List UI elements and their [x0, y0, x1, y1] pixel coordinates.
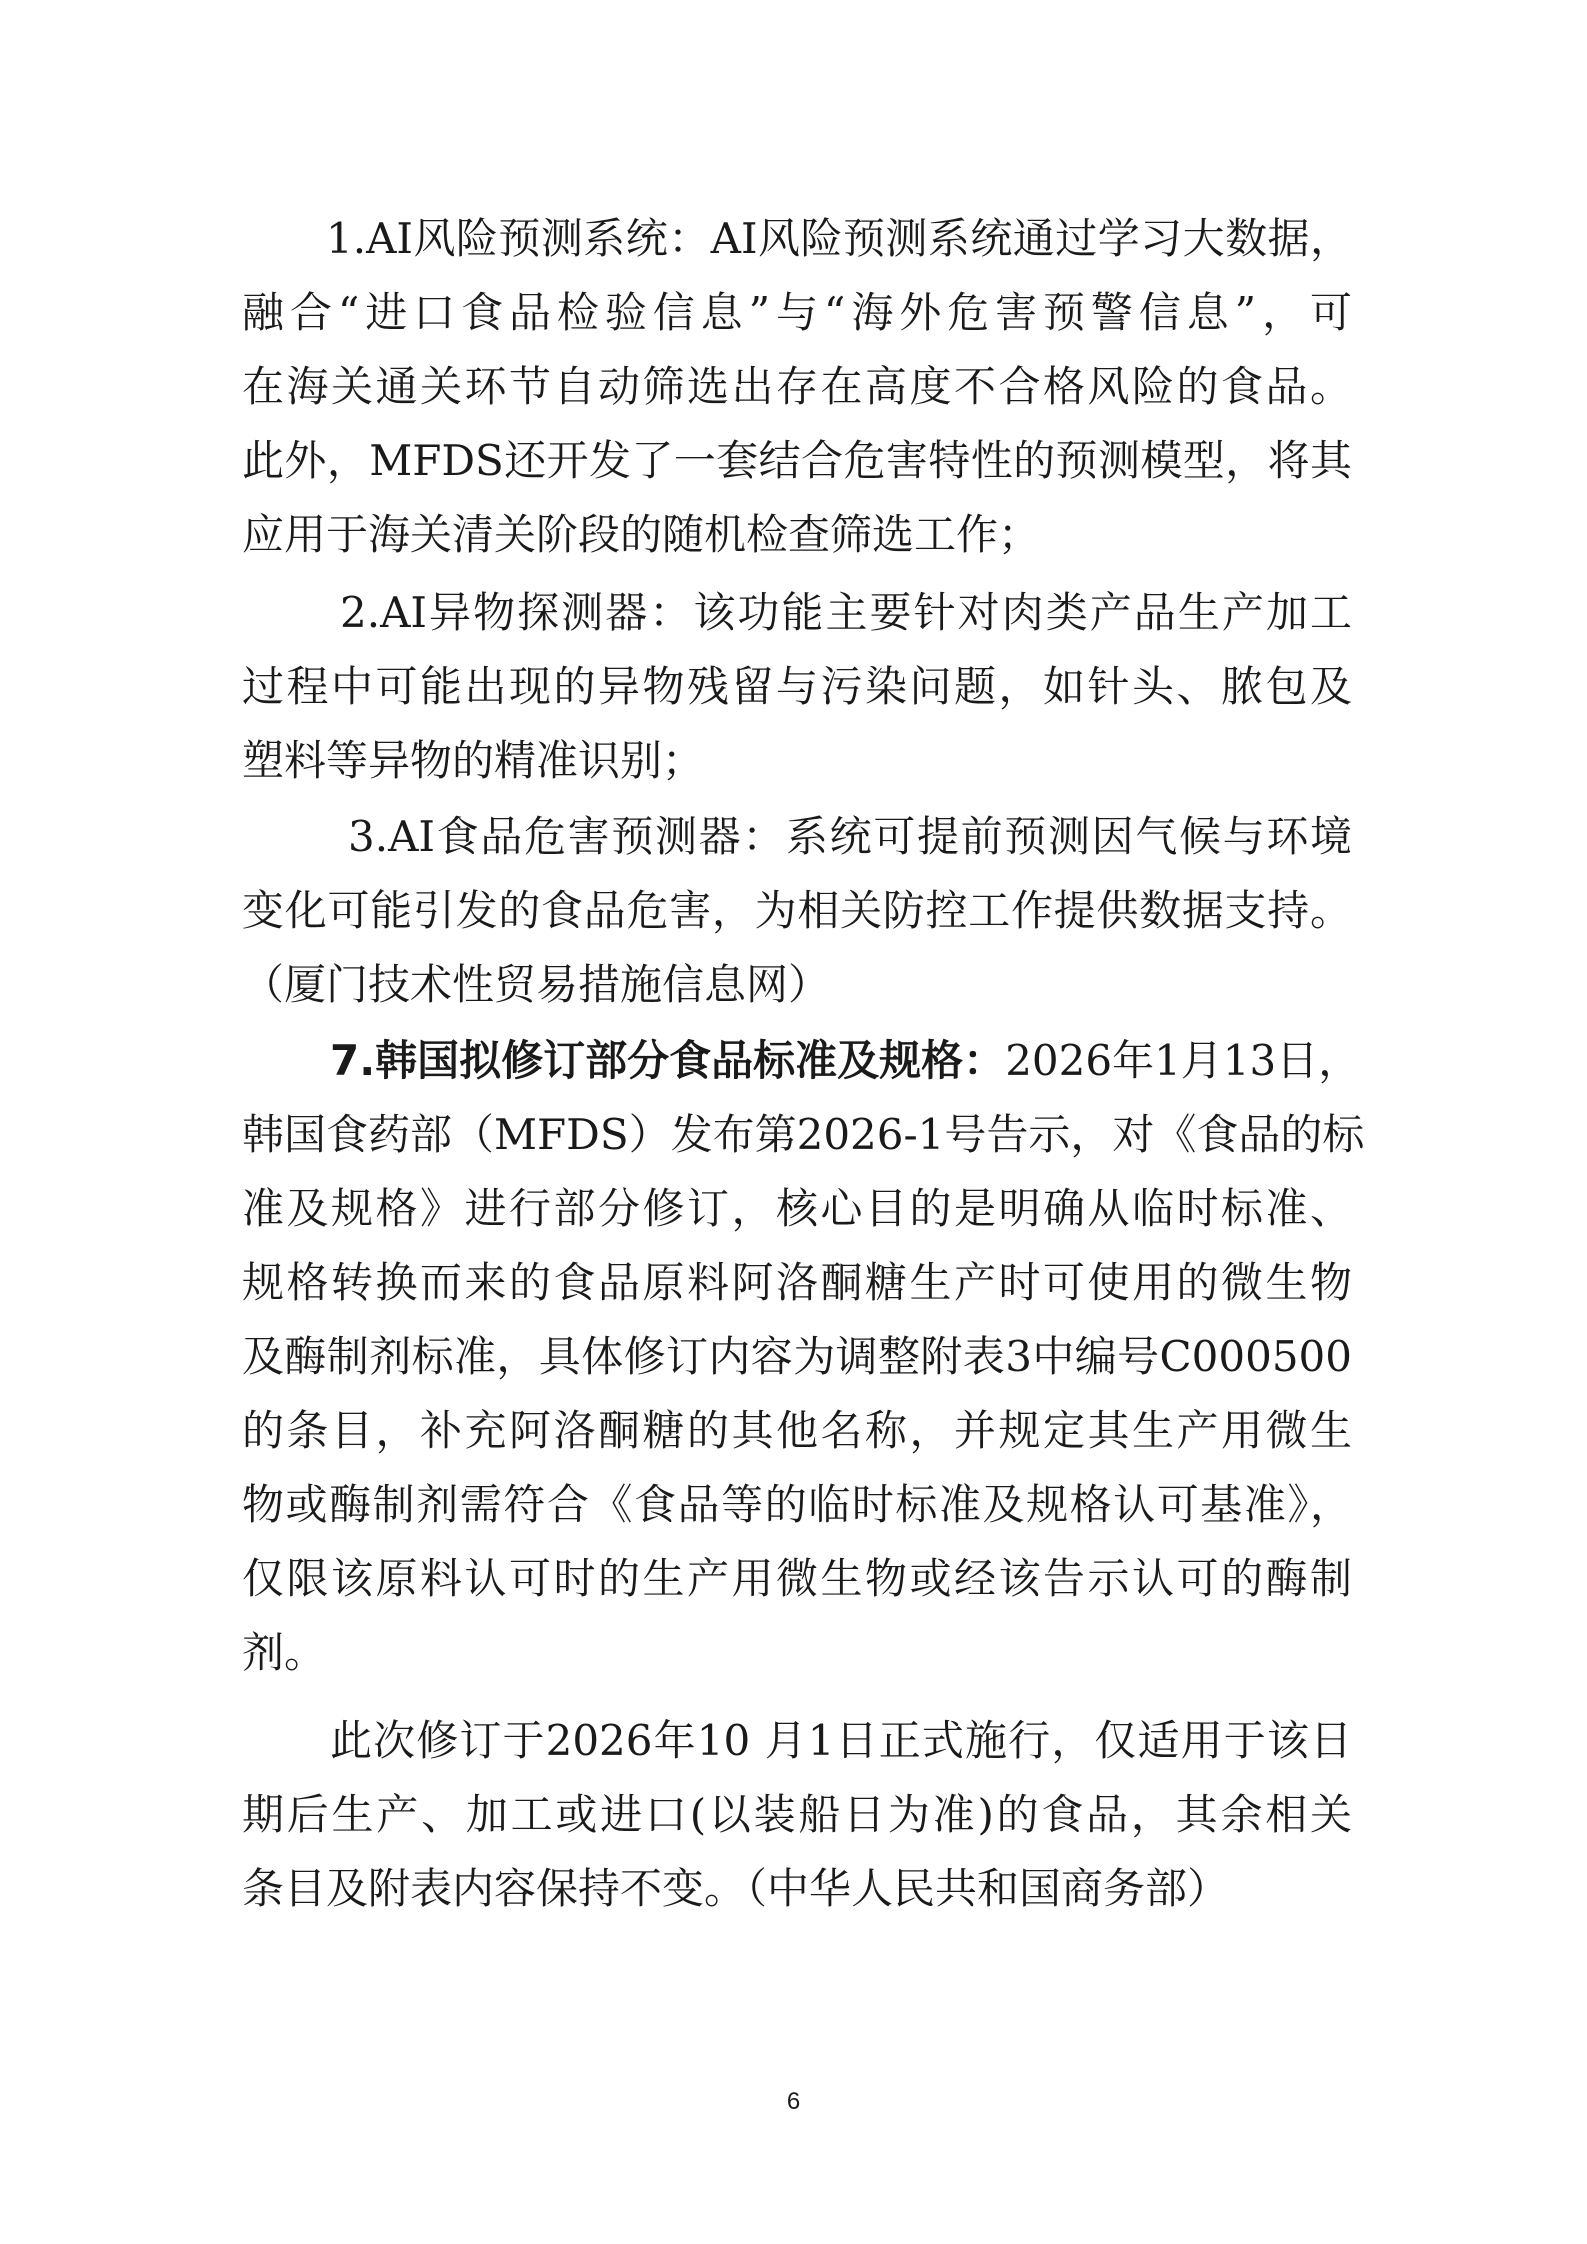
- paragraph-4-line-2: 韩国食药部（MFDS）发布第2026-1号告示，对《食品的标: [242, 1110, 1365, 1159]
- section-7-heading: 7.韩国拟修订部分食品标准及规格：: [330, 1036, 1006, 1085]
- paragraph-1-line-2: 融合“进口食品检验信息”与“海外危害预警信息”，可: [242, 288, 1352, 337]
- paragraph-4-line-3: 准及规格》进行部分修订，核心目的是明确从临时标准、: [242, 1184, 1352, 1233]
- paragraph-1-line-4: 此外，MFDS还开发了一套结合危害特性的预测模型，将其: [242, 436, 1352, 485]
- paragraph-4-line-7: 物或酶制剂需符合《食品等的临时标准及规格认可基准》，: [242, 1480, 1352, 1529]
- paragraph-4-line-4: 规格转换而来的食品原料阿洛酮糖生产时可使用的微生物: [242, 1258, 1352, 1307]
- section-7-date: 2026年1月13日，: [1005, 1036, 1361, 1085]
- paragraph-3-line-2: 变化可能引发的食品危害，为相关防控工作提供数据支持。: [242, 886, 1352, 935]
- paragraph-3-line-3: （厦门技术性贸易措施信息网）: [242, 960, 831, 1009]
- paragraph-4-line-5: 及酶制剂标准，具体修订内容为调整附表3中编号C000500: [242, 1332, 1352, 1381]
- paragraph-2-line-3: 塑料等异物的精准识别；: [242, 736, 705, 785]
- section-7-first-line: [330, 1024, 1361, 1098]
- paragraph-4-line-9: 剂。: [242, 1628, 327, 1677]
- page-number: 6: [786, 2088, 801, 2115]
- paragraph-2-line-2: 过程中可能出现的异物残留与污染问题，如针头、脓包及: [242, 662, 1352, 711]
- paragraph-1-line-5: 应用于海关清关阶段的随机检查筛选工作；: [242, 510, 1041, 559]
- paragraph-5-line-1: 此次修订于2026年10 月1日正式施行，仅适用于该日: [330, 1716, 1352, 1765]
- paragraph-4-line-6: 的条目，补充阿洛酮糖的其他名称，并规定其生产用微生: [242, 1406, 1352, 1455]
- paragraph-1-line-3: 在海关通关环节自动筛选出存在高度不合格风险的食品。: [242, 362, 1352, 411]
- paragraph-5-line-2: 期后生产、加工或进口(以装船日为准)的食品，其余相关: [242, 1790, 1352, 1839]
- paragraph-5-line-3: 条目及附表内容保持不变。（中华人民共和国商务部）: [242, 1864, 1230, 1913]
- paragraph-3-line-1: 3.AI食品危害预测器：系统可提前预测因气候与环境: [348, 812, 1352, 861]
- paragraph-4-line-8: 仅限该原料认可时的生产用微生物或经该告示认可的酶制: [242, 1554, 1352, 1603]
- paragraph-1-line-1: 1.AI风险预测系统：AI风险预测系统通过学习大数据，: [326, 214, 1352, 263]
- paragraph-2-line-1: 2.AI异物探测器：该功能主要针对肉类产品生产加工: [340, 588, 1352, 637]
